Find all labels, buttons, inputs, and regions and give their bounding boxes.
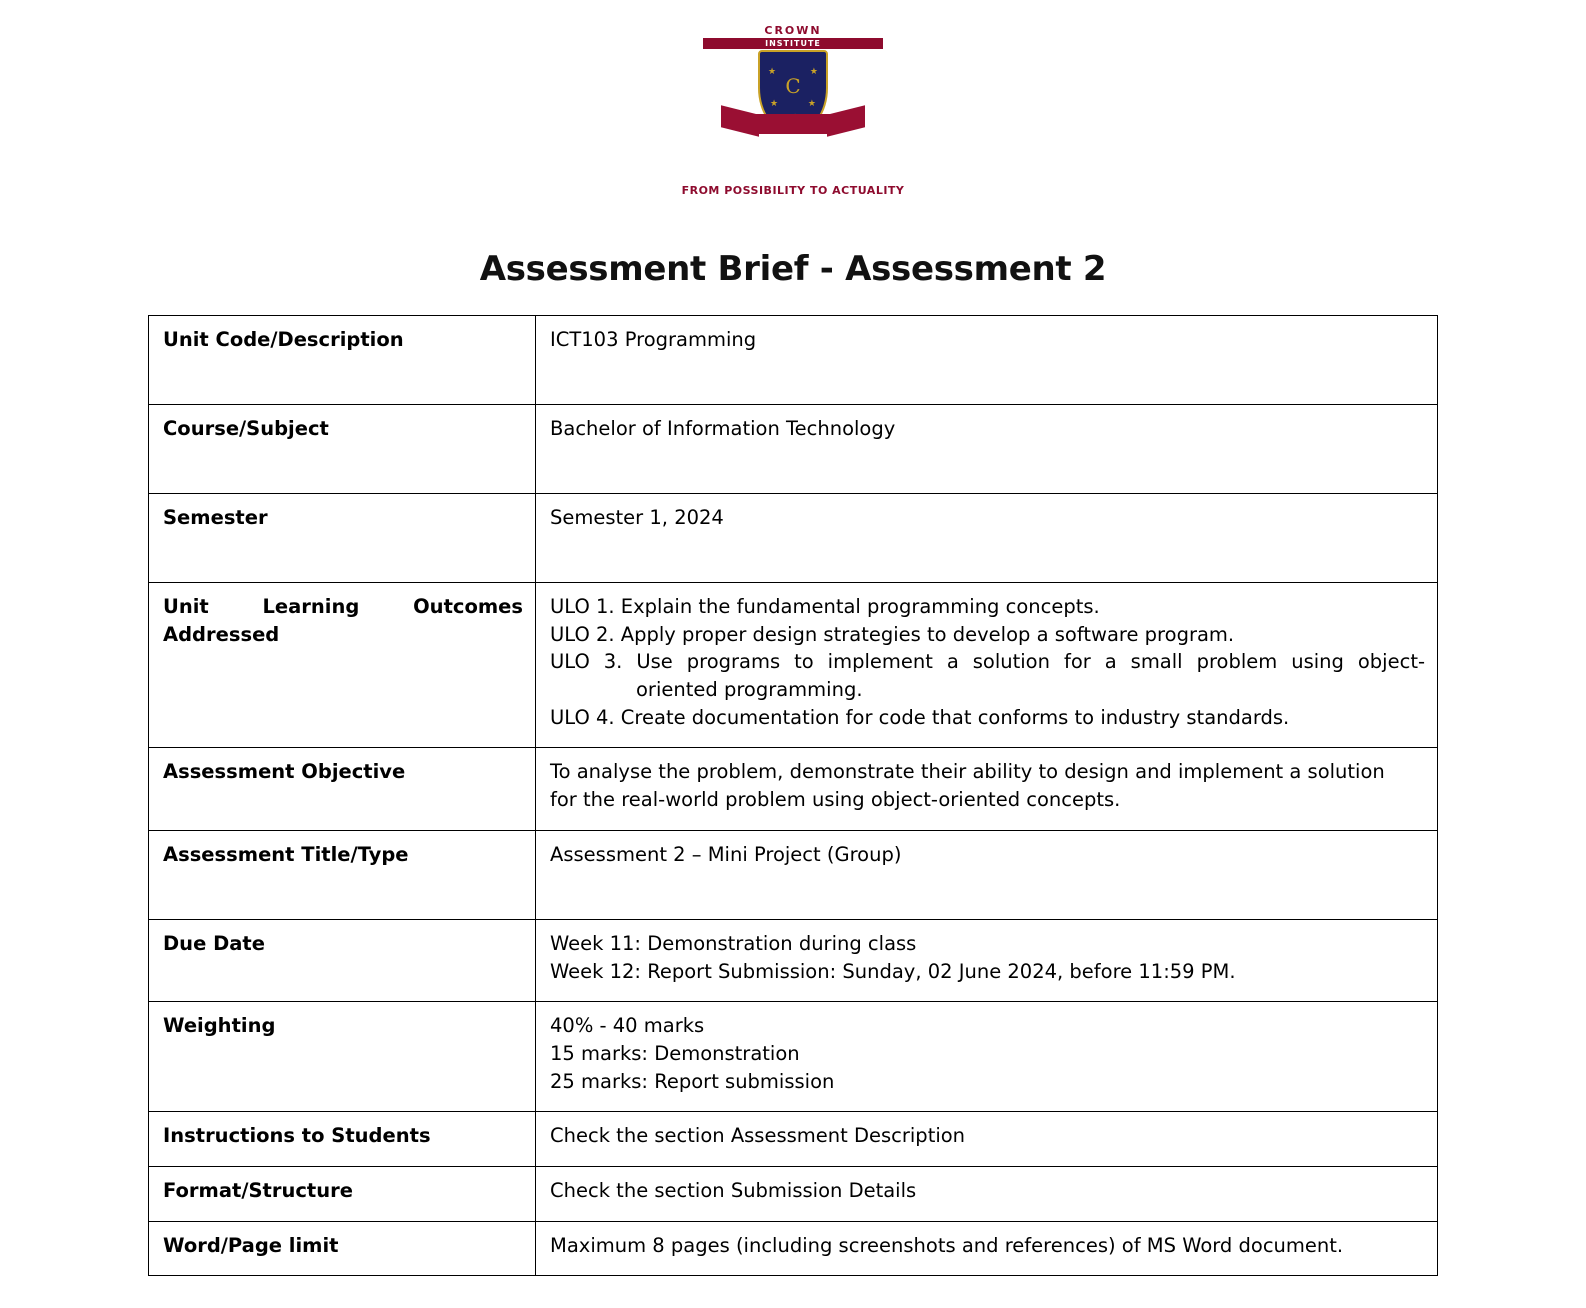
row-value xyxy=(536,919,1438,1001)
row-value xyxy=(536,316,1438,405)
institute-motto: FROM POSSIBILITY TO ACTUALITY xyxy=(681,184,905,197)
institute-logo xyxy=(0,0,1586,197)
table-row xyxy=(149,1002,1438,1112)
table-row xyxy=(149,1112,1438,1167)
label-word: Unit xyxy=(163,595,209,618)
page-title: Assessment Brief - Assessment 2 xyxy=(479,249,1107,289)
row-label: Semester xyxy=(149,494,536,583)
value-line: Assessment 2 – Mini Project (Group) xyxy=(550,842,902,866)
row-label: Format/Structure xyxy=(149,1166,536,1221)
row-value xyxy=(536,748,1438,830)
value-line: ULO 1. Explain the fundamental programming concepts. xyxy=(550,595,1100,618)
label-line-2: Addressed xyxy=(163,622,280,646)
value-line: ULO 2. Apply proper design strategies to develop a software program. xyxy=(550,622,1235,646)
row-label: Word/Page limit xyxy=(149,1221,536,1276)
crest-subwordmark: INSTITUTE xyxy=(703,38,883,49)
table-row xyxy=(149,919,1438,1001)
star-icon: ★ xyxy=(809,67,818,77)
star-icon: ★ xyxy=(770,99,779,109)
value-line: 15 marks: Demonstration xyxy=(550,1041,800,1065)
value-line: 25 marks: Report submission xyxy=(550,1069,835,1093)
row-label: Unit Code/Description xyxy=(149,316,536,405)
star-icon: ★ xyxy=(768,67,777,77)
row-value xyxy=(536,1002,1438,1112)
table-row xyxy=(149,405,1438,494)
value-line: Week 11: Demonstration during class xyxy=(550,931,917,955)
row-value xyxy=(536,405,1438,494)
value-line: 40% - 40 marks xyxy=(550,1014,705,1038)
value-line: ULO 3. Use programs to implement a solution for a small problem using object- xyxy=(550,650,1425,674)
table-row xyxy=(149,316,1438,405)
monogram-text: C xyxy=(785,74,801,98)
value-line: ULO 4. Create documentation for code that conforms to industry standards. xyxy=(550,705,1290,729)
ribbon-center xyxy=(749,114,837,134)
table-row xyxy=(149,1221,1438,1276)
table-row xyxy=(149,830,1438,919)
value-line: Maximum 8 pages (including screenshots and references) of MS Word document. xyxy=(550,1233,1344,1257)
row-label: Assessment Objective xyxy=(149,748,536,830)
row-value xyxy=(536,494,1438,583)
label-word: Learning xyxy=(262,595,360,618)
row-value xyxy=(536,1112,1438,1167)
ribbon-icon xyxy=(721,110,865,140)
row-label: Assessment Title/Type xyxy=(149,830,536,919)
table-row xyxy=(149,748,1438,830)
value-line: Check the section Assessment Description xyxy=(550,1124,966,1148)
row-value xyxy=(536,583,1438,748)
value-line: for the real-world problem using object-oriented concepts. xyxy=(550,788,1121,812)
row-label: Due Date xyxy=(149,919,536,1001)
value-line: Week 12: Report Submission: Sunday, 02 June 2024, before 11:59 PM. xyxy=(550,959,1236,983)
row-value xyxy=(536,1221,1438,1276)
value-line: ICT103 Programming xyxy=(550,328,757,351)
value-line: To analyse the problem, demonstrate their ability to design and implement a solution xyxy=(550,760,1385,784)
row-label: Course/Subject xyxy=(149,405,536,494)
assessment-brief-table xyxy=(148,315,1438,1276)
row-label: Weighting xyxy=(149,1002,536,1112)
star-icon: ★ xyxy=(807,99,816,109)
value-line: Bachelor of Information Technology xyxy=(550,417,896,440)
crest-wordmark: CROWN xyxy=(764,24,822,37)
row-value xyxy=(536,1166,1438,1221)
crest-icon xyxy=(703,18,883,178)
row-value xyxy=(536,830,1438,919)
table-row xyxy=(149,583,1438,748)
table-row xyxy=(149,1166,1438,1221)
label-line-1 xyxy=(163,593,523,621)
value-line: oriented programming. xyxy=(636,678,863,702)
value-line: Semester 1, 2024 xyxy=(550,506,724,529)
value-line: Check the section Submission Details xyxy=(550,1178,917,1202)
row-label xyxy=(149,583,536,748)
label-word: Outcomes xyxy=(413,595,523,618)
row-label: Instructions to Students xyxy=(149,1112,536,1167)
table-row xyxy=(149,494,1438,583)
